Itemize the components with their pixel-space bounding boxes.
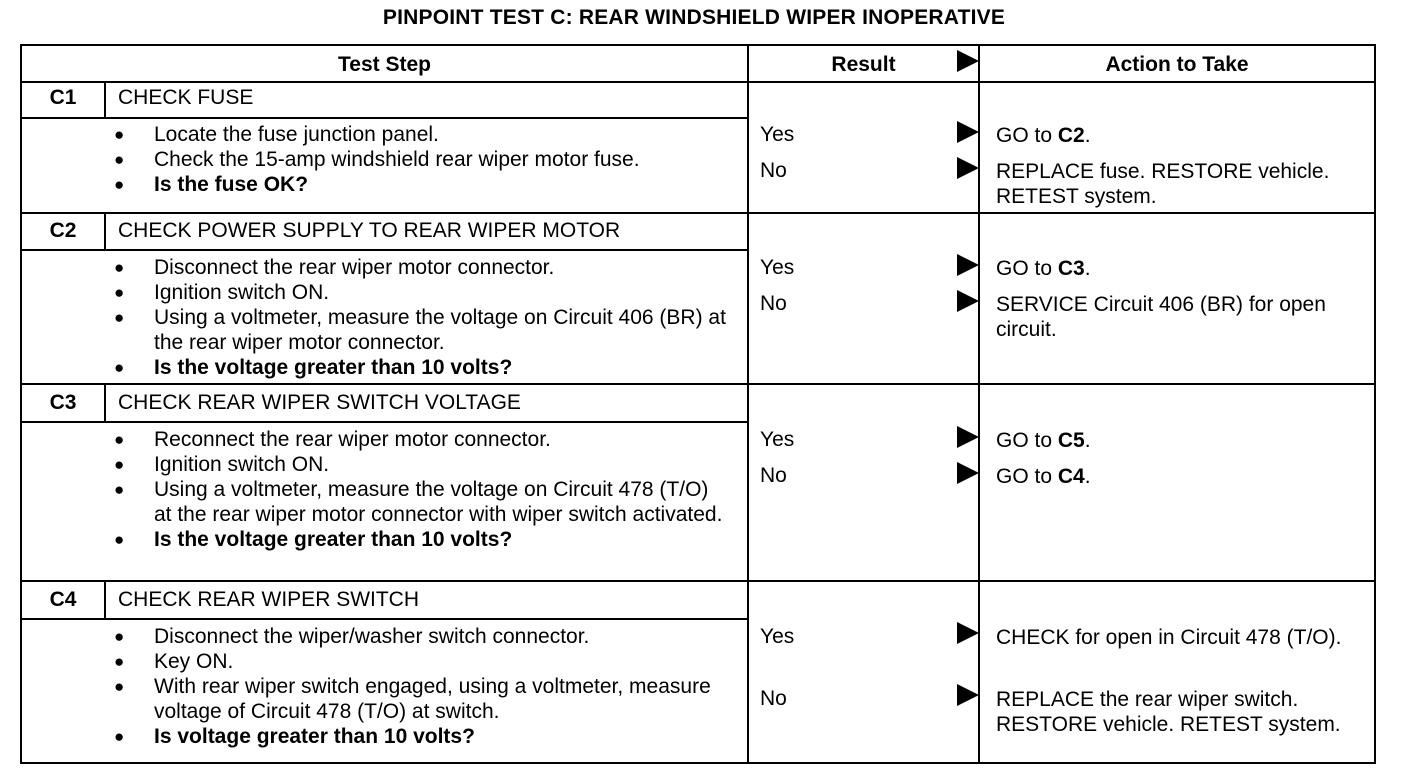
- bullet-item: ● Ignition switch ON.: [110, 452, 730, 477]
- bullet-item: ● Disconnect the wiper/washer switch connector.: [110, 624, 730, 649]
- step-bullets: [110, 255, 730, 380]
- bullet-question: ● Is the voltage greater than 10 volts?: [110, 527, 730, 552]
- step-title: CHECK REAR WIPER SWITCH VOLTAGE: [118, 391, 521, 414]
- step-divider: [22, 383, 1374, 385]
- step-bullets: [110, 122, 730, 197]
- header-arrow-icon: [957, 50, 979, 72]
- result-arrow-icon: [957, 684, 979, 706]
- step-bullets: [110, 624, 730, 749]
- action-text: GO to C3.: [996, 257, 1091, 280]
- pinpoint-test-table: [20, 44, 1376, 764]
- step-id: C2: [49, 219, 77, 242]
- bullet-item: ● Reconnect the rear wiper motor connector.: [110, 427, 730, 452]
- bullet-question: ● Is voltage greater than 10 volts?: [110, 724, 730, 749]
- step-id: C3: [49, 391, 77, 414]
- header-result: Result: [831, 53, 896, 76]
- result-yes: Yes: [760, 123, 795, 146]
- col-divider-result: [747, 46, 749, 762]
- page-title: PINPOINT TEST C: REAR WINDSHIELD WIPER INOPERATIVE: [382, 6, 1006, 29]
- step-title: CHECK POWER SUPPLY TO REAR WIPER MOTOR: [118, 219, 621, 242]
- bullet-item: ● Disconnect the rear wiper motor connector.: [110, 255, 730, 280]
- step-id: C1: [49, 86, 77, 109]
- action-text: CHECK for open in Circuit 478 (T/O).: [996, 626, 1342, 649]
- result-no: No: [760, 292, 787, 315]
- result-arrow-icon: [957, 157, 979, 179]
- step-title: CHECK REAR WIPER SWITCH: [118, 588, 420, 611]
- bullet-item: ● Check the 15-amp windshield rear wiper motor fuse.: [110, 147, 730, 172]
- id-divider: [104, 83, 106, 118]
- bullet-item: ● Using a voltmeter, measure the voltage on Circuit 406 (BR) at the rear wiper motor connector.: [110, 305, 730, 355]
- result-yes: Yes: [760, 428, 795, 451]
- result-arrow-icon: [957, 254, 979, 276]
- result-no: No: [760, 464, 787, 487]
- action-text: GO to C2.: [996, 124, 1091, 147]
- action-text: GO to C5.: [996, 429, 1091, 452]
- step-divider: [22, 212, 1374, 214]
- header-divider: [22, 81, 1374, 83]
- result-yes: Yes: [760, 256, 795, 279]
- bullet-question: ● Is the fuse OK?: [110, 172, 730, 197]
- result-arrow-icon: [957, 121, 979, 143]
- step-id: C4: [49, 588, 77, 611]
- action-text: REPLACE the rear wiper switch. RESTORE vehicle. RETEST system.: [996, 688, 1341, 736]
- id-divider: [104, 582, 106, 618]
- header-test-step: Test Step: [338, 53, 431, 76]
- col-divider-action: [978, 46, 980, 762]
- action-text: GO to C4.: [996, 465, 1091, 488]
- step-title-divider: [22, 618, 747, 620]
- bullet-item: ● Locate the fuse junction panel.: [110, 122, 730, 147]
- bullet-item: ● With rear wiper switch engaged, using a voltmeter, measure voltage of Circuit 478 (T/O) at switch.: [110, 674, 730, 724]
- header-action: Action to Take: [1105, 53, 1249, 76]
- result-no: No: [760, 159, 787, 182]
- result-arrow-icon: [957, 622, 979, 644]
- bullet-question: ● Is the voltage greater than 10 volts?: [110, 355, 730, 380]
- step-bullets: [110, 427, 730, 552]
- step-divider: [22, 580, 1374, 582]
- id-divider: [104, 214, 106, 250]
- step-title-divider: [22, 421, 747, 423]
- result-arrow-icon: [957, 426, 979, 448]
- id-divider: [104, 385, 106, 421]
- action-text: REPLACE fuse. RESTORE vehicle. RETEST system.: [996, 160, 1330, 208]
- bullet-item: ● Using a voltmeter, measure the voltage on Circuit 478 (T/O) at the rear wiper motor connector with wiper switch activated.: [110, 477, 730, 527]
- result-arrow-icon: [957, 290, 979, 312]
- bullet-item: ● Key ON.: [110, 649, 730, 674]
- result-arrow-icon: [957, 462, 979, 484]
- step-title-divider: [22, 117, 747, 119]
- step-title-divider: [22, 249, 747, 251]
- action-text: SERVICE Circuit 406 (BR) for open circuit.: [996, 293, 1326, 341]
- step-title: CHECK FUSE: [118, 86, 254, 109]
- bullet-item: ● Ignition switch ON.: [110, 280, 730, 305]
- result-yes: Yes: [760, 625, 795, 648]
- result-no: No: [760, 687, 787, 710]
